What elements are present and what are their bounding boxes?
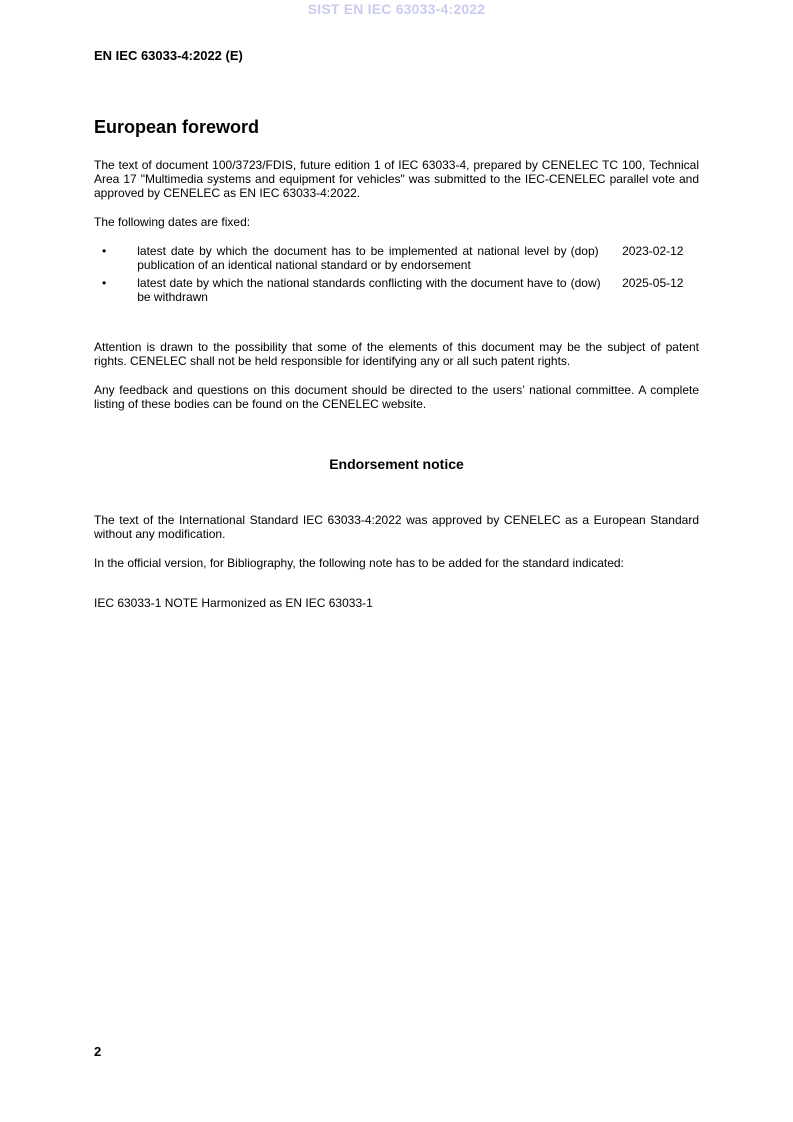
- bullet-icon: •: [102, 244, 107, 258]
- endorsement-paragraph: The text of the International Standard IEC 63033-4:2022 was approved by CENELEC as a European Standard without any modification.: [94, 513, 699, 541]
- page-content: [94, 116, 699, 610]
- european-foreword-title: European foreword: [94, 117, 260, 137]
- bibliography-paragraph: In the official version, for Bibliography, the following note has to be added for the standard indicated:: [94, 556, 624, 570]
- list-item: [94, 244, 699, 276]
- foreword-paragraph: The text of document 100/3723/FDIS, future edition 1 of IEC 63033-4, prepared by CENELEC TC 100, Technical Area 17 "Multimedia systems and equipment for vehicles" was submitted to the IEC-CENELEC parallel vote and approved by CENELEC as EN IEC 63033-4:2022.: [94, 158, 699, 200]
- endorsement-notice-title: Endorsement notice: [329, 456, 464, 472]
- bibliography-note: IEC 63033-1 NOTE Harmonized as EN IEC 63033-1: [94, 596, 373, 610]
- list-item: [94, 276, 699, 308]
- date-value: 2025-05-12: [622, 276, 684, 290]
- date-code: (dop): [570, 244, 599, 258]
- fixed-dates-list: [94, 244, 699, 308]
- date-description: latest date by which the national standards conflicting with the document have to be withdrawn: [137, 276, 567, 304]
- date-value: 2023-02-12: [622, 244, 684, 258]
- patent-rights-paragraph: Attention is drawn to the possibility that some of the elements of this document may be the subject of patent rights. CENELEC shall not be held responsible for identifying any or all such patent rights.: [94, 340, 699, 368]
- bullet-icon: •: [102, 276, 107, 290]
- date-code: (dow): [570, 276, 601, 290]
- watermark: SIST EN IEC 63033-4:2022: [307, 1, 486, 17]
- page-number: 2: [94, 1044, 102, 1059]
- dates-intro-paragraph: The following dates are fixed:: [94, 215, 251, 229]
- document-id-header: EN IEC 63033-4:2022 (E): [94, 48, 243, 63]
- date-description: latest date by which the document has to be implemented at national level by publication of an identical national standard or by endorsement: [137, 244, 567, 272]
- feedback-paragraph: Any feedback and questions on this document should be directed to the users’ national committee. A complete listing of these bodies can be found on the CENELEC website.: [94, 383, 699, 411]
